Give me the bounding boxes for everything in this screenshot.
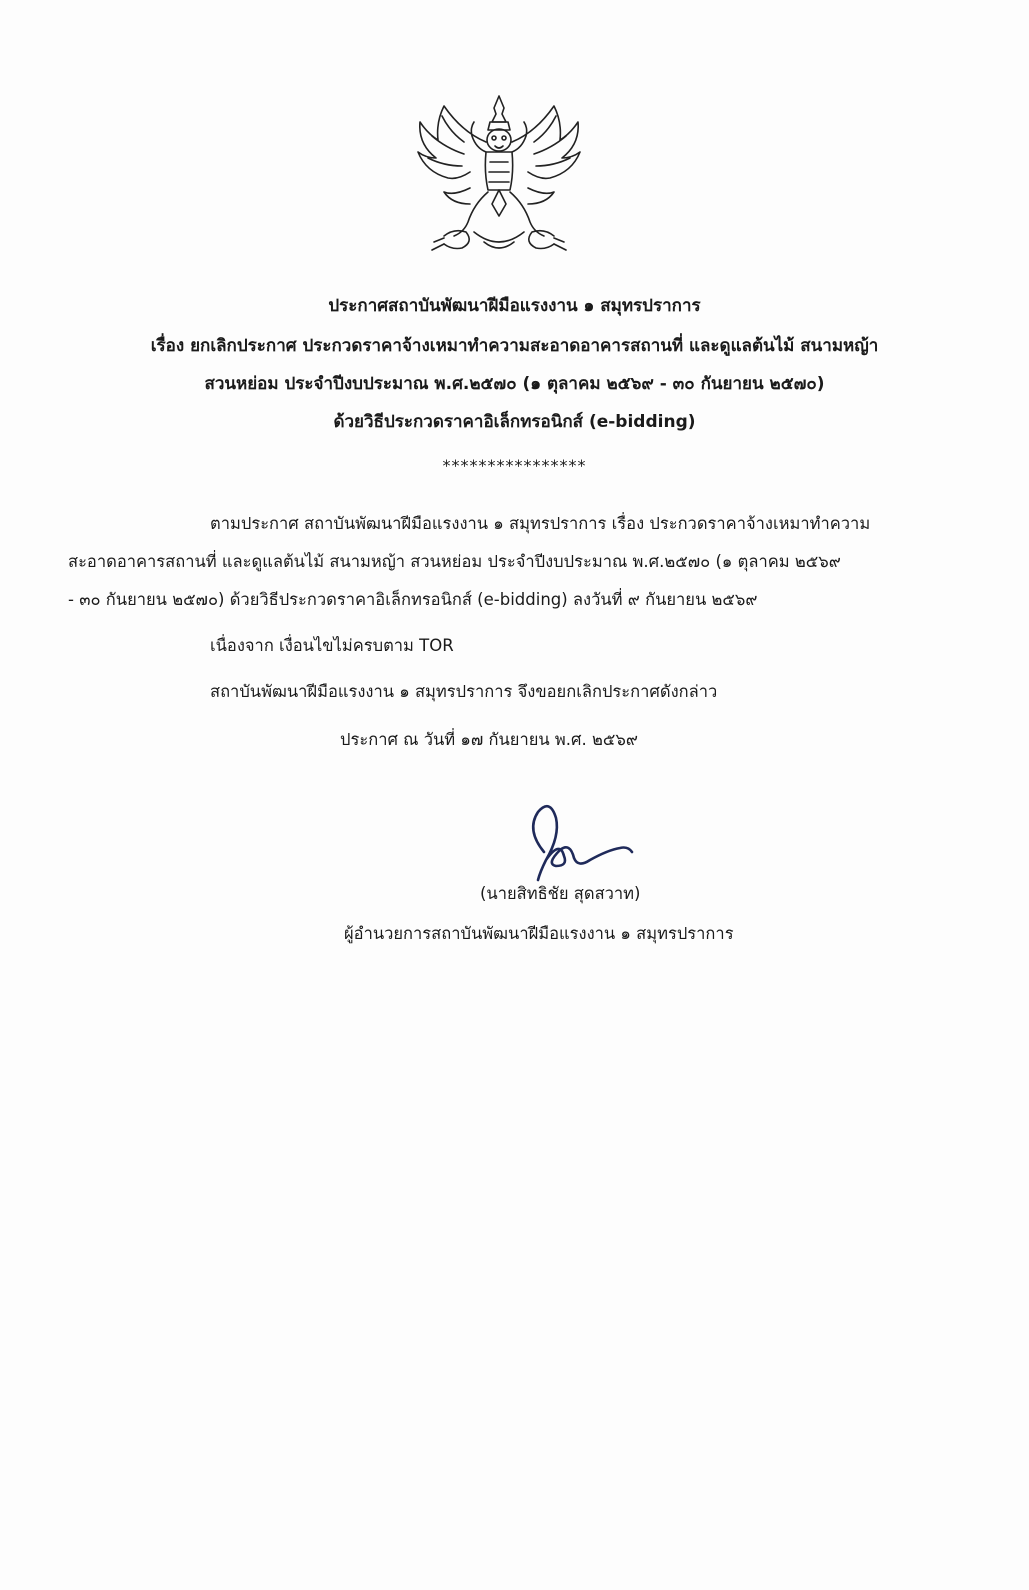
body-paragraph-1-cont: สะอาดอาคารสถานที่ และดูแลต้นไม้ สนามหญ้า สวนหย่อม ประจำปีงบประมาณ พ.ศ.๒๕๗๐ (๑ ตุลาคม ๒๕๖๙ — [68, 552, 841, 571]
body-paragraph-reason: เนื่องจาก เงื่อนไขไม่ครบตาม TOR — [210, 636, 454, 655]
announcement-subject: เรื่อง ยกเลิกประกาศ ประกวดราคาจ้างเหมาทำความสะอาดอาคารสถานที่ และดูแลต้นไม้ สนามหญ้า — [150, 336, 879, 356]
signer-name: (นายสิทธิชัย สุดสวาท) — [480, 884, 641, 903]
body-paragraph-1: ตามประกาศ สถาบันพัฒนาฝีมือแรงงาน ๑ สมุทรปราการ เรื่อง ประกวดราคาจ้างเหมาทำความ — [210, 514, 871, 533]
announcement-method: ด้วยวิธีประกวดราคาอิเล็กทรอนิกส์ (e-bidding) — [333, 412, 696, 432]
signer-position: ผู้อำนวยการสถาบันพัฒนาฝีมือแรงงาน ๑ สมุทรปราการ — [344, 924, 734, 943]
garuda-emblem-icon — [414, 92, 584, 258]
signature-icon — [516, 800, 646, 886]
body-paragraph-cancel: สถาบันพัฒนาฝีมือแรงงาน ๑ สมุทรปราการ จึงขอยกเลิกประกาศดังกล่าว — [210, 682, 718, 701]
separator: **************** — [442, 456, 587, 475]
announcement-subject-cont: สวนหย่อม ประจำปีงบประมาณ พ.ศ.๒๕๗๐ (๑ ตุลาคม ๒๕๖๙ - ๓๐ กันยายน ๒๕๗๐) — [204, 374, 825, 394]
body-paragraph-1-end: - ๓๐ กันยายน ๒๕๗๐) ด้วยวิธีประกวดราคาอิเล็กทรอนิกส์ (e-bidding) ลงวันที่ ๙ กันยายน ๒๕๖๙ — [68, 590, 758, 609]
announcement-title: ประกาศสถาบันพัฒนาฝีมือแรงงาน ๑ สมุทรปราการ — [328, 296, 701, 316]
announce-date: ประกาศ ณ วันที่ ๑๗ กันยายน พ.ศ. ๒๕๖๙ — [340, 730, 638, 749]
